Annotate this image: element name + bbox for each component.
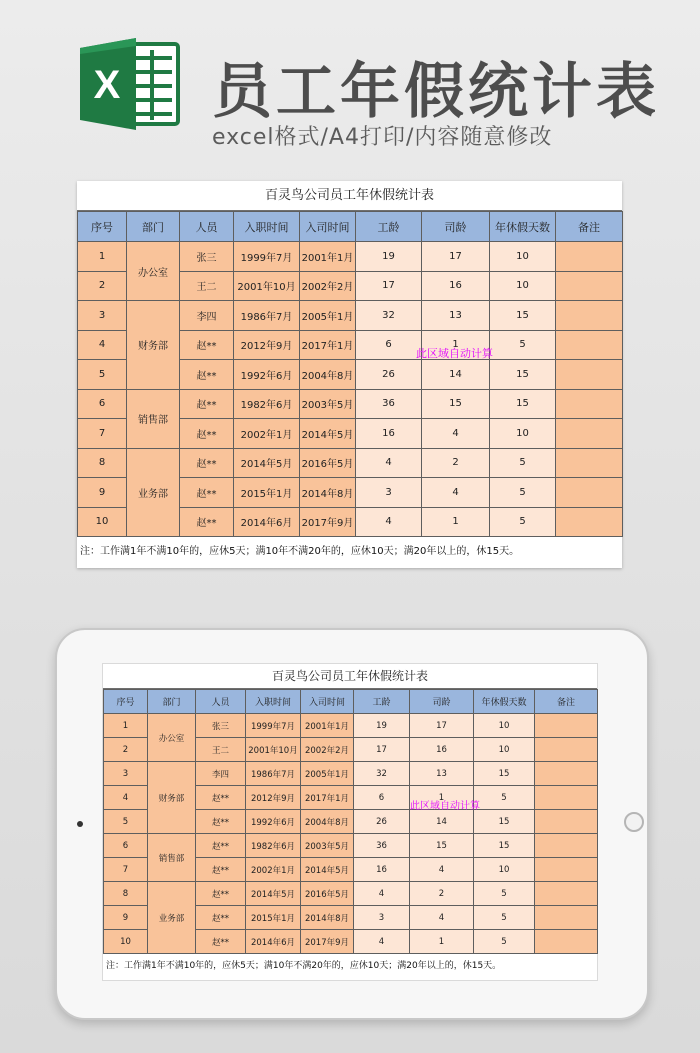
cell-index[interactable]: 5 [104,810,148,834]
col-header[interactable]: 司龄 [422,212,490,242]
cell-tenure[interactable]: 17 [422,242,490,272]
cell-index[interactable]: 5 [78,360,127,390]
cell-seniority[interactable]: 19 [354,714,410,738]
cell-join-work[interactable]: 2014年6月 [246,930,301,954]
cell-index[interactable]: 3 [104,762,148,786]
cell-person[interactable]: 赵** [196,882,246,906]
cell-index[interactable]: 6 [104,834,148,858]
cell-join-company[interactable]: 2014年8月 [301,906,354,930]
cell-leave-days[interactable]: 5 [474,786,535,810]
cell-join-work[interactable]: 2001年10月 [234,271,300,301]
cell-join-work[interactable]: 1982年6月 [246,834,301,858]
cell-join-company[interactable]: 2005年1月 [301,762,354,786]
cell-join-work[interactable]: 1982年6月 [234,389,300,419]
cell-leave-days[interactable]: 10 [474,858,535,882]
auto-calc-label: 此区域自动计算 [410,801,480,812]
tablet-spreadsheet-preview [102,663,598,981]
cell-join-work[interactable]: 2014年5月 [234,448,300,478]
cell-index[interactable]: 9 [104,906,148,930]
cell-index[interactable]: 8 [104,882,148,906]
cell-tenure[interactable]: 4 [422,478,490,508]
col-header[interactable]: 工龄 [354,690,410,714]
cell-join-company[interactable]: 2016年5月 [300,448,356,478]
cell-tenure[interactable]: 2 [410,882,474,906]
cell-remark[interactable] [556,419,623,449]
header [0,0,700,170]
cell-leave-days[interactable]: 5 [474,906,535,930]
cell-remark[interactable] [535,738,598,762]
table-row [104,882,598,906]
table-row [78,389,623,419]
cell-join-company[interactable]: 2016年5月 [301,882,354,906]
cell-tenure[interactable]: 1 [422,330,490,360]
leave-rule-note: 注：工作满1年不满10年的，应休5天；满10年不满20年的，应休10天；满20年以上的，休15天。 [80,546,520,557]
cell-index[interactable]: 7 [78,419,127,449]
cell-tenure[interactable]: 16 [410,738,474,762]
cell-person[interactable]: 王二 [196,738,246,762]
cell-tenure[interactable]: 2 [422,448,490,478]
cell-index[interactable]: 7 [104,858,148,882]
cell-seniority[interactable]: 17 [356,271,422,301]
cell-remark[interactable] [535,906,598,930]
col-header[interactable]: 入职时间 [234,212,300,242]
table-body [78,242,623,537]
cell-join-company[interactable]: 2017年9月 [301,930,354,954]
cell-remark[interactable] [535,930,598,954]
cell-tenure[interactable]: 15 [410,834,474,858]
cell-seniority[interactable]: 6 [354,786,410,810]
cell-join-work[interactable]: 2014年5月 [246,882,301,906]
cell-join-work[interactable]: 1986年7月 [246,762,301,786]
cell-remark[interactable] [556,330,623,360]
cell-person[interactable]: 赵** [196,810,246,834]
cell-remark[interactable] [556,478,623,508]
cell-tenure[interactable]: 13 [410,762,474,786]
cell-remark[interactable] [556,271,623,301]
cell-department[interactable]: 销售部 [127,389,180,448]
col-header[interactable]: 人员 [196,690,246,714]
cell-seniority[interactable]: 4 [354,930,410,954]
cell-leave-days[interactable]: 5 [490,507,556,537]
cell-seniority[interactable]: 3 [356,478,422,508]
cell-person[interactable]: 张三 [196,714,246,738]
cell-join-company[interactable]: 2014年5月 [300,419,356,449]
cell-tenure[interactable]: 1 [410,786,474,810]
cell-remark[interactable] [535,882,598,906]
cell-leave-days[interactable]: 5 [474,882,535,906]
cell-join-work[interactable]: 2014年6月 [234,507,300,537]
cell-person[interactable]: 赵** [180,478,234,508]
cell-seniority[interactable]: 4 [356,448,422,478]
excel-icon [76,36,182,132]
cell-join-work[interactable]: 1999年7月 [234,242,300,272]
cell-department[interactable]: 办公室 [148,714,196,762]
table-row [78,448,623,478]
cell-remark[interactable] [556,448,623,478]
cell-tenure[interactable]: 1 [422,507,490,537]
cell-leave-days[interactable]: 15 [490,360,556,390]
cell-seniority[interactable]: 36 [354,834,410,858]
cell-leave-days[interactable]: 15 [490,301,556,331]
cell-join-work[interactable]: 1992年6月 [246,810,301,834]
col-header[interactable]: 序号 [104,690,148,714]
cell-person[interactable]: 赵** [196,858,246,882]
col-header[interactable]: 备注 [535,690,598,714]
cell-person[interactable]: 张三 [180,242,234,272]
cell-join-company[interactable]: 2005年1月 [300,301,356,331]
cell-leave-days[interactable]: 10 [474,738,535,762]
cell-tenure[interactable]: 15 [422,389,490,419]
header-row [78,212,623,242]
cell-join-work[interactable]: 2015年1月 [246,906,301,930]
cell-person[interactable]: 赵** [196,906,246,930]
cell-person[interactable]: 赵** [180,448,234,478]
cell-seniority[interactable]: 4 [356,507,422,537]
cell-index[interactable]: 10 [104,930,148,954]
cell-seniority[interactable]: 32 [356,301,422,331]
sheet-title: 百灵鸟公司员工年休假统计表 [77,181,622,211]
cell-person[interactable]: 李四 [180,301,234,331]
cell-remark[interactable] [556,360,623,390]
cell-remark[interactable] [535,714,598,738]
col-header[interactable]: 入司时间 [300,212,356,242]
cell-tenure[interactable]: 1 [410,930,474,954]
cell-seniority[interactable]: 19 [356,242,422,272]
cell-join-company[interactable]: 2017年9月 [300,507,356,537]
cell-seniority[interactable]: 36 [356,389,422,419]
leave-rule-note: 注：工作满1年不满10年的，应休5天；满10年不满20年的，应休10天；满20年以上的，休15天。 [106,961,502,971]
cell-department[interactable]: 办公室 [127,242,180,301]
cell-join-company[interactable]: 2004年8月 [300,360,356,390]
page-subtitle: excel格式/A4打印/内容随意修改 [212,125,553,150]
cell-index[interactable]: 1 [78,242,127,272]
excel-icon-letter: X [93,63,121,107]
cell-join-company[interactable]: 2017年1月 [300,330,356,360]
cell-leave-days[interactable]: 5 [490,478,556,508]
auto-calc-label: 此区域自动计算 [416,347,493,360]
cell-join-company[interactable]: 2014年8月 [300,478,356,508]
cell-leave-days[interactable]: 15 [490,389,556,419]
col-header[interactable]: 入司时间 [301,690,354,714]
col-header[interactable]: 工龄 [356,212,422,242]
cell-tenure[interactable]: 14 [410,810,474,834]
cell-leave-days[interactable]: 5 [490,330,556,360]
col-header[interactable]: 年休假天数 [474,690,535,714]
cell-seniority[interactable]: 26 [356,360,422,390]
cell-department[interactable]: 财务部 [148,762,196,834]
home-button[interactable] [624,812,644,832]
table-row [104,714,598,738]
cell-seniority[interactable]: 16 [356,419,422,449]
cell-tenure[interactable]: 4 [410,858,474,882]
cell-leave-days[interactable]: 10 [490,271,556,301]
cell-department[interactable]: 财务部 [127,301,180,390]
cell-join-work[interactable]: 2001年10月 [246,738,301,762]
cell-person[interactable]: 赵** [196,930,246,954]
cell-remark[interactable] [535,810,598,834]
col-header[interactable]: 序号 [78,212,127,242]
cell-join-company[interactable]: 2002年2月 [300,271,356,301]
cell-leave-days[interactable]: 15 [474,834,535,858]
cell-person[interactable]: 赵** [180,389,234,419]
cell-person[interactable]: 赵** [196,834,246,858]
cell-join-company[interactable]: 2001年1月 [300,242,356,272]
cell-seniority[interactable]: 26 [354,810,410,834]
cell-remark[interactable] [535,762,598,786]
table-row [78,242,623,272]
cell-leave-days[interactable]: 5 [474,930,535,954]
cell-seniority[interactable]: 17 [354,738,410,762]
cell-leave-days[interactable]: 5 [490,448,556,478]
cell-remark[interactable] [556,301,623,331]
cell-join-work[interactable]: 1992年6月 [234,360,300,390]
cell-person[interactable]: 李四 [196,762,246,786]
cell-person[interactable]: 赵** [180,360,234,390]
cell-department[interactable]: 业务部 [148,882,196,954]
cell-remark[interactable] [535,858,598,882]
cell-index[interactable]: 3 [78,301,127,331]
cell-index[interactable]: 9 [78,478,127,508]
cell-join-company[interactable]: 2001年1月 [301,714,354,738]
cell-index[interactable]: 2 [78,271,127,301]
page-title: 员工年假统计表 [212,57,660,127]
col-header[interactable]: 人员 [180,212,234,242]
leave-table [77,211,623,537]
cell-index[interactable]: 6 [78,389,127,419]
cell-seniority[interactable]: 6 [356,330,422,360]
camera-dot [77,821,83,827]
cell-join-company[interactable]: 2003年5月 [300,389,356,419]
col-header[interactable]: 部门 [148,690,196,714]
cell-person[interactable]: 赵** [196,786,246,810]
cell-remark[interactable] [535,786,598,810]
table-body [104,714,598,954]
col-header[interactable]: 备注 [556,212,623,242]
cell-join-work[interactable]: 2002年1月 [246,858,301,882]
cell-person[interactable]: 赵** [180,419,234,449]
cell-person[interactable]: 赵** [180,330,234,360]
cell-person[interactable]: 王二 [180,271,234,301]
table-row [104,834,598,858]
cell-index[interactable]: 1 [104,714,148,738]
cell-department[interactable]: 业务部 [127,448,180,537]
cell-department[interactable]: 销售部 [148,834,196,882]
cell-remark[interactable] [556,507,623,537]
cell-tenure[interactable]: 4 [410,906,474,930]
cell-join-work[interactable]: 2002年1月 [234,419,300,449]
cell-seniority[interactable]: 32 [354,762,410,786]
cell-remark[interactable] [556,242,623,272]
cell-seniority[interactable]: 16 [354,858,410,882]
cell-tenure[interactable]: 17 [410,714,474,738]
cell-index[interactable]: 4 [78,330,127,360]
cell-join-work[interactable]: 1986年7月 [234,301,300,331]
spreadsheet-preview [77,181,622,568]
cell-tenure[interactable]: 14 [422,360,490,390]
table-row [104,762,598,786]
cell-seniority[interactable]: 3 [354,906,410,930]
cell-index[interactable]: 8 [78,448,127,478]
col-header[interactable]: 司龄 [410,690,474,714]
col-header[interactable]: 部门 [127,212,180,242]
cell-join-company[interactable]: 2002年2月 [301,738,354,762]
cell-leave-days[interactable]: 10 [490,242,556,272]
cell-tenure[interactable]: 16 [422,271,490,301]
cell-remark[interactable] [556,389,623,419]
cell-join-work[interactable]: 1999年7月 [246,714,301,738]
cell-leave-days[interactable]: 15 [474,810,535,834]
cell-index[interactable]: 10 [78,507,127,537]
cell-tenure[interactable]: 4 [422,419,490,449]
col-header[interactable]: 年休假天数 [490,212,556,242]
table-row [78,301,623,331]
cell-tenure[interactable]: 13 [422,301,490,331]
cell-join-work[interactable]: 2012年9月 [246,786,301,810]
cell-join-work[interactable]: 2012年9月 [234,330,300,360]
col-header[interactable]: 入职时间 [246,690,301,714]
cell-leave-days[interactable]: 10 [490,419,556,449]
sheet-title: 百灵鸟公司员工年休假统计表 [103,664,597,689]
cell-join-company[interactable]: 2017年1月 [301,786,354,810]
cell-leave-days[interactable]: 10 [474,714,535,738]
cell-leave-days[interactable]: 15 [474,762,535,786]
cell-join-company[interactable]: 2004年8月 [301,810,354,834]
header-row [104,690,598,714]
cell-join-work[interactable]: 2015年1月 [234,478,300,508]
cell-remark[interactable] [535,834,598,858]
cell-person[interactable]: 赵** [180,507,234,537]
cell-seniority[interactable]: 4 [354,882,410,906]
cell-index[interactable]: 4 [104,786,148,810]
cell-join-company[interactable]: 2014年5月 [301,858,354,882]
cell-index[interactable]: 2 [104,738,148,762]
leave-table [103,689,598,954]
cell-join-company[interactable]: 2003年5月 [301,834,354,858]
